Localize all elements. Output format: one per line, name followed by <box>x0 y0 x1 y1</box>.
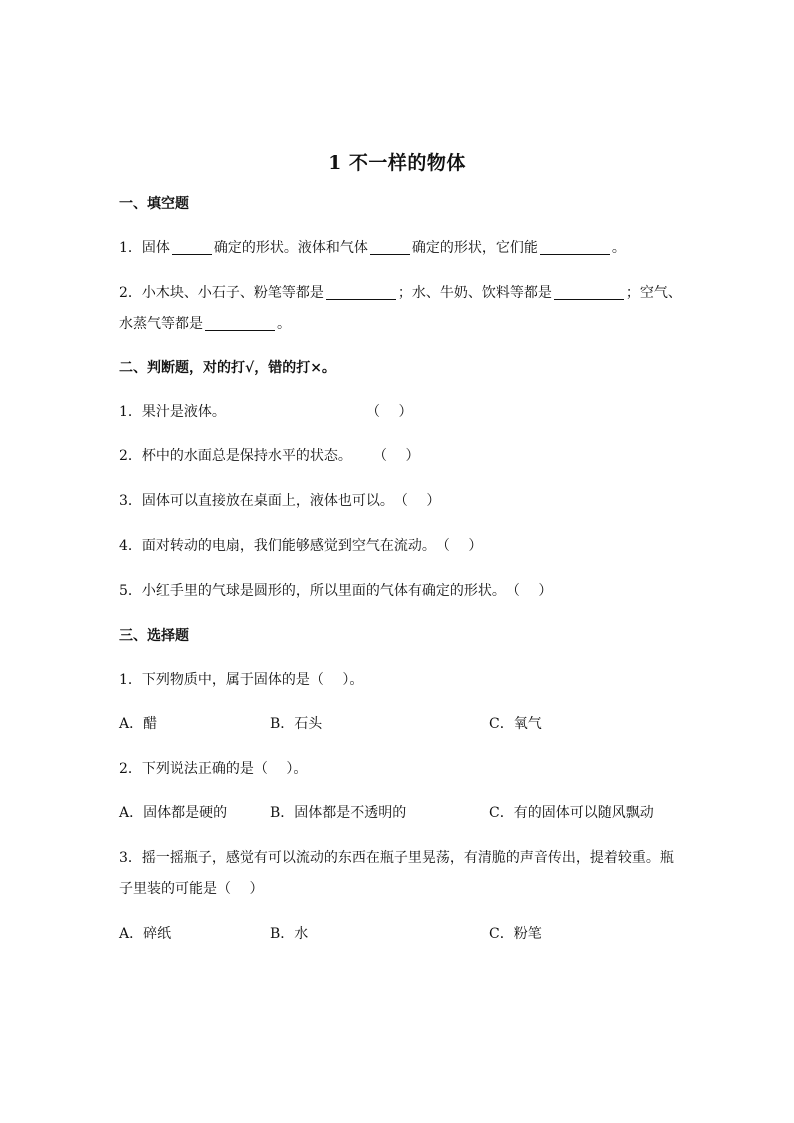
q2-text-line2b: 。 <box>277 316 291 332</box>
choice-option-b[interactable]: B．石头 <box>270 716 323 732</box>
answer-paren[interactable]: （ ） <box>373 448 420 464</box>
choice-option-c[interactable]: C．粉笔 <box>489 926 542 942</box>
judge-item-2 <box>119 445 420 465</box>
q2-text-b: ；水、牛奶、饮料等都是 <box>397 285 552 301</box>
q1-text-c: 确定的形状，它们能 <box>411 240 538 256</box>
q2-text-line2a: 水蒸气等都是 <box>119 316 203 332</box>
answer-paren[interactable]: （ ） <box>505 583 553 599</box>
choice-question-3-line-2: 子里装的可能是（ ） <box>119 881 264 897</box>
fill-question-2-line-2 <box>119 313 291 333</box>
q1-text-b: 确定的形状。液体和气体 <box>213 240 368 256</box>
choice-option-a[interactable]: A．固体都是硬的 <box>119 805 228 821</box>
q1-text-a: 1．固体 <box>119 240 170 256</box>
q2-text-a: 2．小木块、小石子、粉笔等都是 <box>119 285 324 301</box>
page-title: 1 不一样的物体 <box>328 152 466 174</box>
choice-question-3-line-1: 3．摇一摇瓶子，感觉有可以流动的东西在瓶子里晃荡，有清脆的声音传出，提着较重。瓶 <box>119 850 674 866</box>
judge-item-text: 3．固体可以直接放在桌面上，液体也可以。 <box>119 493 394 509</box>
judge-item-text: 2．杯中的水面总是保持水平的状态。 <box>119 448 352 464</box>
judge-item-5 <box>119 580 552 600</box>
section-true-false-heading: 二、判断题，对的打√，错的打×。 <box>119 360 336 376</box>
answer-blank[interactable] <box>554 284 624 300</box>
answer-blank[interactable] <box>540 239 610 255</box>
choice-option-c[interactable]: C．有的固体可以随风飘动 <box>489 805 654 821</box>
judge-item-text: 5．小红手里的气球是圆形的，所以里面的气体有确定的形状。 <box>119 583 506 599</box>
choice-question-1: 1．下列物质中，属于固体的是（ ）。 <box>119 672 364 688</box>
section-fill-in-heading: 一、填空题 <box>119 196 189 212</box>
answer-blank[interactable] <box>326 284 396 300</box>
answer-blank[interactable] <box>205 315 275 331</box>
judge-item-text: 1．果汁是液体。 <box>119 404 226 420</box>
answer-blank[interactable] <box>172 239 212 255</box>
answer-blank[interactable] <box>370 239 410 255</box>
judge-item-4 <box>119 535 482 555</box>
choice-option-b[interactable]: B．固体都是不透明的 <box>270 805 407 821</box>
choice-option-a[interactable]: A．碎纸 <box>119 926 172 942</box>
section-choice-heading: 三、选择题 <box>119 628 189 644</box>
answer-paren[interactable]: （ ） <box>366 404 413 420</box>
fill-question-2-line-1 <box>119 282 682 302</box>
q1-text-d: 。 <box>611 240 626 256</box>
choice-question-2: 2．下列说法正确的是（ ）。 <box>119 761 308 777</box>
answer-paren[interactable]: （ ） <box>435 538 483 554</box>
q2-text-c: ；空气、 <box>625 285 682 301</box>
choice-option-b[interactable]: B．水 <box>270 926 309 942</box>
fill-question-1 <box>119 237 626 257</box>
judge-item-text: 4．面对转动的电扇，我们能够感觉到空气在流动。 <box>119 538 436 554</box>
judge-item-3 <box>119 490 440 510</box>
answer-paren[interactable]: （ ） <box>393 493 441 509</box>
choice-option-c[interactable]: C．氧气 <box>489 716 542 732</box>
judge-item-1 <box>119 401 413 421</box>
choice-option-a[interactable]: A．醋 <box>119 716 158 732</box>
